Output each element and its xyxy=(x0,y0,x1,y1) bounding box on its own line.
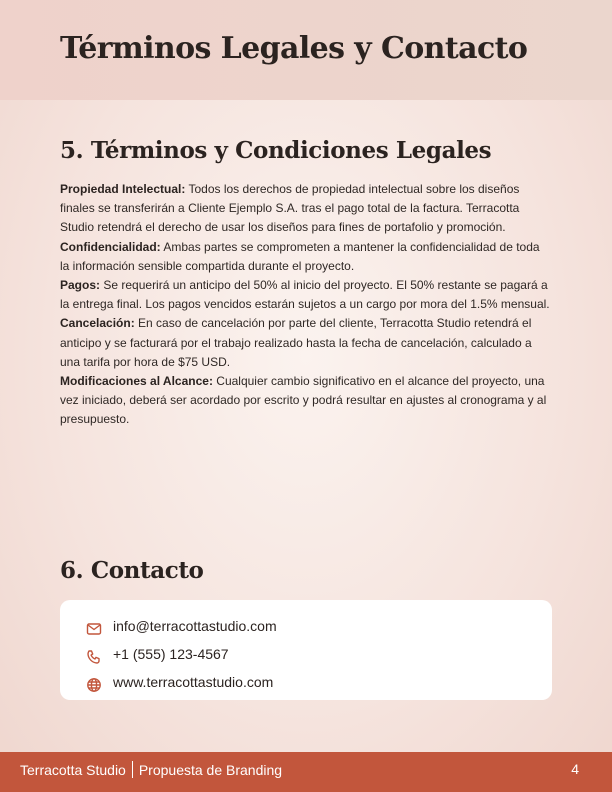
footer-document: Propuesta de Branding xyxy=(138,761,283,778)
page-header xyxy=(0,0,612,100)
page-title: Términos Legales y Contacto xyxy=(60,31,528,66)
mail-icon xyxy=(86,621,102,637)
term-scope-changes xyxy=(60,372,552,430)
terms-list xyxy=(60,180,552,430)
contact-phone-text[interactable]: +1 (555) 123-4567 xyxy=(113,646,229,662)
term-text: En caso de cancelación por parte del cliente, Terracotta Studio retendrá el anticipo y se facturará por el trabajo realizado hasta la fecha de cancelación, calculado a una tarifa por hora de $75 USD. xyxy=(60,316,532,369)
page-number: 4 xyxy=(571,761,579,777)
section-title-terms: 5. Términos y Condiciones Legales xyxy=(60,137,492,164)
term-confidentiality xyxy=(60,238,552,276)
footer-label xyxy=(20,761,282,778)
term-text: Se requerirá un anticipo del 50% al inicio del proyecto. El 50% restante se pagará a la entrega final. Los pagos vencidos estarán sujetos a un cargo por mora del 1.5% mensual. xyxy=(60,278,550,312)
term-label: Cancelación: xyxy=(60,316,135,331)
term-label: Pagos: xyxy=(60,278,101,293)
term-cancellation xyxy=(60,314,552,372)
footer-divider xyxy=(132,761,133,778)
contact-phone[interactable] xyxy=(86,644,229,664)
contact-card xyxy=(60,600,552,700)
section-title-contact: 6. Contacto xyxy=(60,557,204,584)
page-footer xyxy=(0,752,612,792)
term-text: Ambas partes se comprometen a mantener la confidencialidad de toda la información sensible compartida durante el proyecto. xyxy=(60,239,540,273)
term-text: Cualquier cambio significativo en el alcance del proyecto, una vez iniciado, deberá ser acordado por escrito y podrá resultar en ajustes al cronograma y al presupuesto. xyxy=(60,374,547,427)
footer-brand: Terracotta Studio xyxy=(20,761,126,778)
contact-website[interactable] xyxy=(86,672,273,692)
contact-email-text[interactable]: info@terracottastudio.com xyxy=(113,618,277,634)
term-label: Confidencialidad: xyxy=(60,239,161,254)
term-label: Propiedad Intelectual: xyxy=(60,182,186,196)
term-intellectual-property xyxy=(60,180,552,238)
term-payments xyxy=(60,276,552,314)
contact-website-text[interactable]: www.terracottastudio.com xyxy=(113,674,274,690)
contact-email[interactable] xyxy=(86,616,277,636)
term-label: Modificaciones al Alcance: xyxy=(60,374,213,389)
globe-icon xyxy=(86,677,102,693)
phone-icon xyxy=(86,649,102,665)
term-text: Todos los derechos de propiedad intelectual sobre los diseños finales se transferirán a Cliente Ejemplo S.A. tras el pago total de la factura. Terracotta Studio retendrá el derecho de usar los diseños para fines de portafolio y promoción. xyxy=(60,182,520,235)
